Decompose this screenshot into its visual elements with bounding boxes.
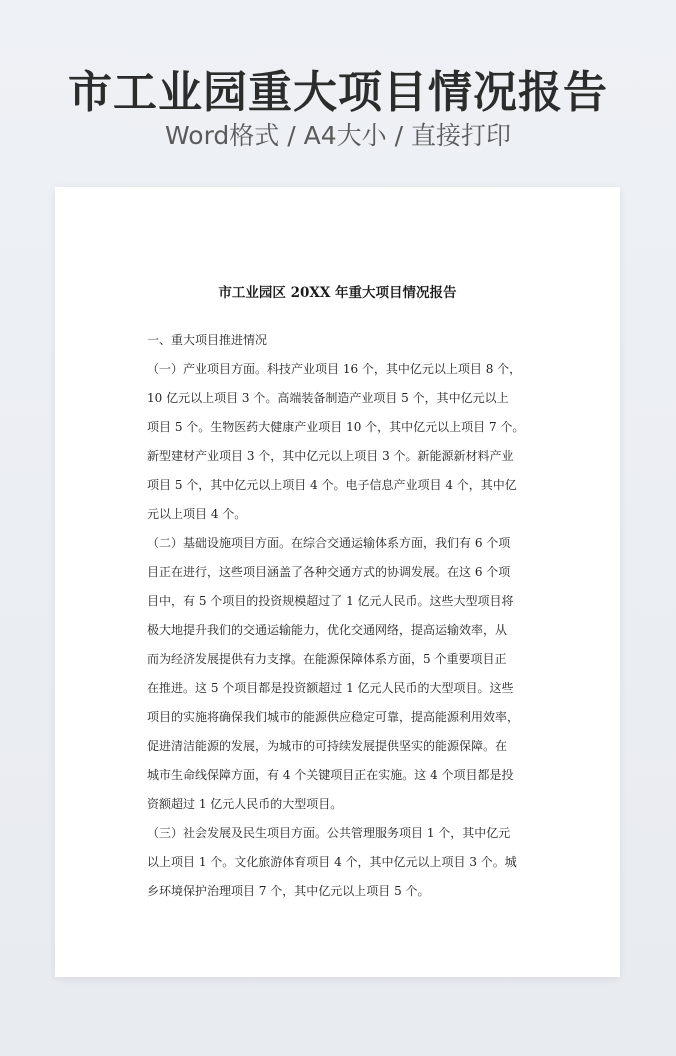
paragraph-line: 项目 5 个。生物医药大健康产业项目 10 个，其中亿元以上项目 7 个。 [147, 420, 525, 434]
paragraph-line: 项目 5 个，其中亿元以上项目 4 个。电子信息产业项目 4 个，其中亿 [147, 478, 517, 492]
paragraph-line: 元以上项目 4 个。 [147, 507, 247, 521]
paragraph-line: 极大地提升我们的交通运输能力，优化交通网络，提高运输效率，从 [147, 623, 508, 637]
section-heading: 一、重大项目推进情况 [147, 333, 268, 347]
paragraph-line: 资额超过 1 亿元人民币的大型项目。 [147, 797, 343, 811]
paragraph-line: （二）基础设施项目方面。在综合交通运输体系方面，我们有 6 个项 [147, 536, 511, 550]
document-body [147, 329, 531, 909]
paragraph-line: 目中，有 5 个项目的投资规模超过了 1 亿元人民币。这些大型项目将 [147, 594, 514, 608]
paragraph-line: 以上项目 1 个。文化旅游体育项目 4 个，其中亿元以上项目 3 个。城 [147, 855, 517, 869]
paragraph-line: 乡环境保护治理项目 7 个，其中亿元以上项目 5 个。 [147, 884, 430, 898]
paragraph-line: 新型建材产业项目 3 个，其中亿元以上项目 3 个。新能源新材料产业 [147, 449, 514, 463]
page-subtitle: Word格式 / A4大小 / 直接打印 [165, 121, 511, 150]
paragraph-line: （三）社会发展及民生项目方面。公共管理服务项目 1 个，其中亿元 [147, 826, 511, 840]
paragraph-line: 目正在进行，这些项目涵盖了各种交通方式的协调发展。在这 6 个项 [147, 565, 511, 579]
paragraph-line: 而为经济发展提供有力支撑。在能源保障体系方面，5 个重要项目正 [147, 652, 507, 666]
document-title: 市工业园区 20XX 年重大项目情况报告 [218, 285, 457, 301]
paragraph-line: （一）产业项目方面。科技产业项目 16 个，其中亿元以上项目 8 个， [147, 362, 522, 376]
document-page [55, 187, 620, 977]
paragraph-line: 在推进。这 5 个项目都是投资额超过 1 亿元人民币的大型项目。这些 [147, 681, 514, 695]
paragraph-line: 项目的实施将确保我们城市的能源供应稳定可靠，提高能源利用效率， [147, 710, 520, 724]
paragraph-line: 城市生命线保障方面，有 4 个关键项目正在实施。这 4 个项目都是投 [147, 768, 514, 782]
page-title: 市工业园重大项目情况报告 [68, 67, 608, 118]
paragraph-line: 促进清洁能源的发展，为城市的可持续发展提供坚实的能源保障。在 [147, 739, 508, 753]
paragraph-line: 10 亿元以上项目 3 个。高端装备制造产业项目 5 个，其中亿元以上 [147, 391, 509, 405]
